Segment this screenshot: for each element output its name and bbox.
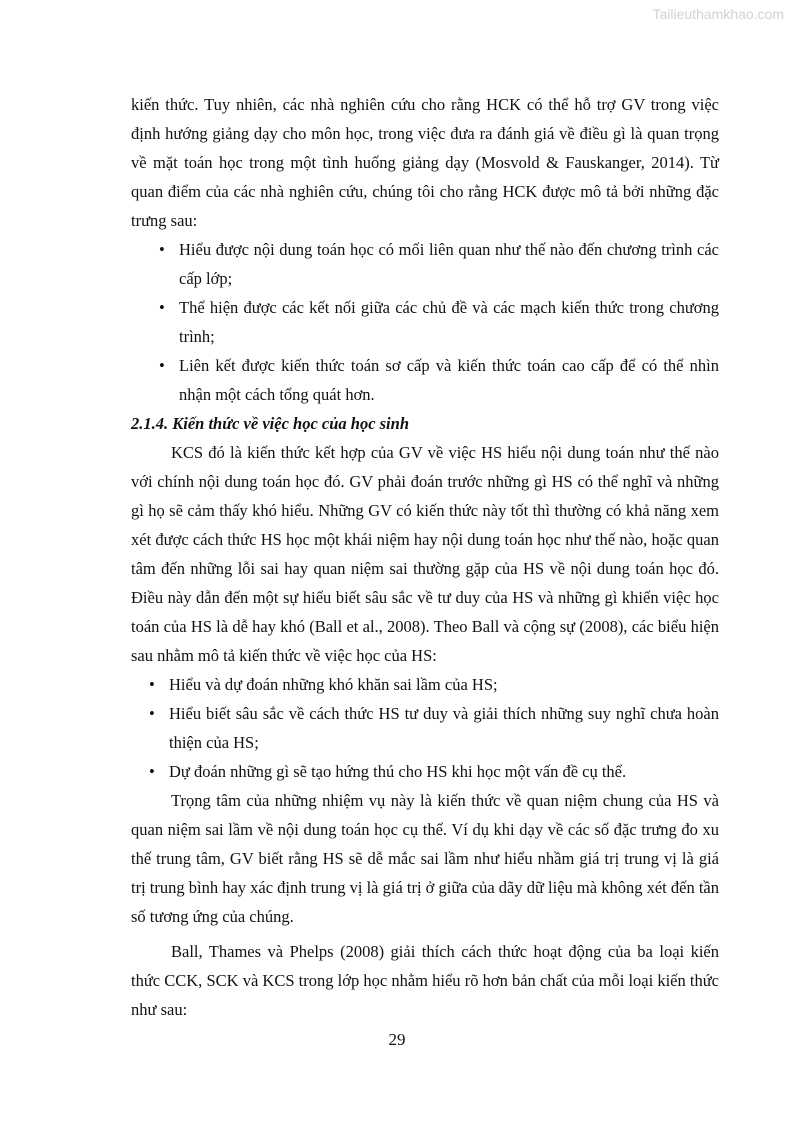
- list-item-text: Thể hiện được các kết nối giữa các chủ đề và các mạch kiến thức trong chương trình;: [179, 298, 719, 346]
- list-item-text: Hiểu và dự đoán những khó khăn sai lầm của HS;: [169, 675, 498, 694]
- list-item: [149, 757, 719, 786]
- page-body: [131, 90, 719, 1024]
- bullet-icon: •: [149, 704, 155, 723]
- intro-paragraph: kiến thức. Tuy nhiên, các nhà nghiên cứu cho rằng HCK có thể hỗ trợ GV trong việc định hướng giảng dạy cho môn học, trong việc đưa ra đánh giá về điều gì là quan trọng về mặt toán học trong một tình huống giảng dạy (Mosvold & Fauskanger, 2014). Từ quan điểm của các nhà nghiên cứu, chúng tôi cho rằng HCK được mô tả bởi những đặc trưng sau:: [131, 95, 719, 230]
- list-item: [159, 235, 719, 293]
- bullet-icon: •: [159, 298, 165, 317]
- section-heading: 2.1.4. Kiến thức về việc học của học sinh: [131, 414, 409, 433]
- focus-paragraph: Trọng tâm của những nhiệm vụ này là kiến thức về quan niệm chung của HS và quan niệm sai lầm về nội dung toán học cụ thể. Ví dụ khi dạy về các số đặc trưng đo xu thế trung tâm, GV biết rằng HS sẽ dễ mắc sai lầm như hiểu nhầm giá trị trung vị là giá trị trung bình hay xác định trung vị là giá trị ở giữa của dãy dữ liệu mà không xét đến tần số tương ứng của chúng.: [131, 791, 719, 926]
- list-item-text: Dự đoán những gì sẽ tạo hứng thú cho HS khi học một vấn đề cụ thể.: [169, 762, 627, 781]
- list-item-text: Liên kết được kiến thức toán sơ cấp và kiến thức toán cao cấp để có thể nhìn nhận một cách tổng quát hơn.: [179, 356, 719, 404]
- list-item: [159, 293, 719, 351]
- list-item: [149, 670, 719, 699]
- hck-bullet-list: [131, 235, 719, 409]
- bullet-icon: •: [149, 675, 155, 694]
- watermark-text: Tailieuthamkhao.com: [652, 6, 784, 22]
- page-number: 29: [388, 1030, 406, 1049]
- bullet-icon: •: [149, 762, 155, 781]
- list-item-text: Hiểu biết sâu sắc về cách thức HS tư duy và giải thích những suy nghĩ chưa hoàn thiện của HS;: [169, 704, 719, 752]
- bullet-icon: •: [159, 240, 165, 259]
- kcs-bullet-list: [131, 670, 719, 786]
- list-item-text: Hiểu được nội dung toán học có mối liên quan như thế nào đến chương trình các cấp lớp;: [179, 240, 719, 288]
- list-item: [159, 351, 719, 409]
- ball-paragraph: Ball, Thames và Phelps (2008) giải thích cách thức hoạt động của ba loại kiến thức CCK, SCK và KCS trong lớp học nhằm hiểu rõ hơn bản chất của mỗi loại kiến thức như sau:: [131, 942, 719, 1019]
- list-item: [149, 699, 719, 757]
- bullet-icon: •: [159, 356, 165, 375]
- kcs-paragraph: KCS đó là kiến thức kết hợp của GV về việc HS hiểu nội dung toán như thế nào với chính nội dung toán học đó. GV phải đoán trước những gì HS có thể nghĩ và những gì họ sẽ cảm thấy khó hiểu. Những GV có kiến thức này tốt thì thường có khả năng xem xét được cách thức HS học một khái niệm hay nội dung toán học như thế nào, hoặc quan tâm đến những lỗi sai hay quan niệm sai thường gặp của HS về nội dung toán học đó. Điều này dẫn đến một sự hiểu biết sâu sắc về tư duy của HS và những gì khiến việc học toán của HS là dễ hay khó (Ball et al., 2008). Theo Ball và cộng sự (2008), các biểu hiện sau nhằm mô tả kiến thức về việc học của HS:: [131, 443, 719, 665]
